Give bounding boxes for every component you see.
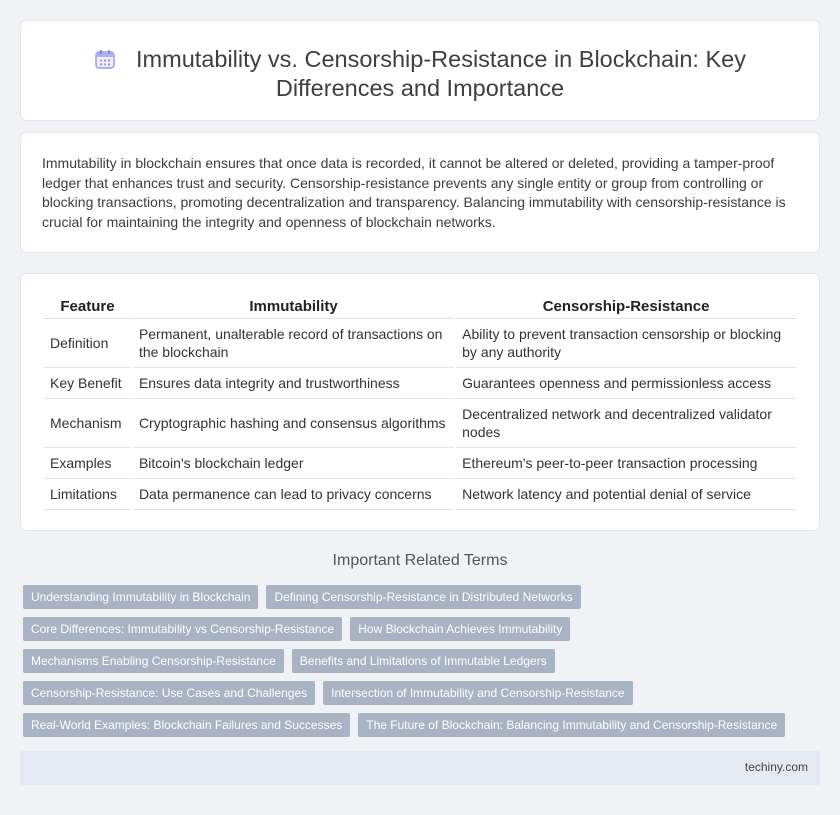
comparison-card — [20, 273, 820, 531]
page-title-wrap — [81, 45, 759, 103]
tag-row — [23, 585, 813, 609]
footer-site-link[interactable]: techiny.com — [744, 760, 808, 774]
table-cell: Guarantees openness and permissionless access — [456, 368, 796, 399]
table-cell: Ensures data integrity and trustworthiness — [133, 368, 454, 399]
title-card — [20, 20, 820, 121]
related-term-link[interactable]: Defining Censorship-Resistance in Distributed Networks — [266, 585, 580, 609]
related-term-link[interactable]: Understanding Immutability in Blockchain — [23, 585, 258, 609]
table-row — [44, 399, 796, 448]
table-cell: Bitcoin's blockchain ledger — [133, 448, 454, 479]
related-term-link[interactable]: Benefits and Limitations of Immutable Ledgers — [292, 649, 555, 673]
tag-row — [23, 649, 813, 673]
table-cell: Decentralized network and decentralized validator nodes — [456, 399, 796, 448]
tag-row — [23, 681, 813, 705]
comparison-table — [42, 292, 798, 510]
table-cell: Data permanence can lead to privacy concerns — [133, 479, 454, 510]
table-cell: Ethereum's peer-to-peer transaction processing — [456, 448, 796, 479]
table-cell: Limitations — [44, 479, 131, 510]
related-term-link[interactable]: Intersection of Immutability and Censorship-Resistance — [323, 681, 632, 705]
footer-bar — [20, 751, 820, 785]
table-header: Feature — [44, 292, 131, 319]
table-cell: Definition — [44, 319, 131, 368]
related-term-link[interactable]: Censorship-Resistance: Use Cases and Challenges — [23, 681, 315, 705]
related-term-link[interactable]: Mechanisms Enabling Censorship-Resistance — [23, 649, 284, 673]
table-row — [44, 319, 796, 368]
related-term-link[interactable]: Core Differences: Immutability vs Censorship-Resistance — [23, 617, 342, 641]
related-term-link[interactable]: Real-World Examples: Blockchain Failures and Successes — [23, 713, 350, 737]
tag-row — [23, 713, 813, 737]
related-term-link[interactable]: The Future of Blockchain: Balancing Immutability and Censorship-Resistance — [358, 713, 785, 737]
related-terms-list — [23, 585, 813, 745]
table-cell: Examples — [44, 448, 131, 479]
page-title: Immutability vs. Censorship-Resistance in Blockchain: Key Differences and Importance — [136, 46, 746, 101]
table-cell: Mechanism — [44, 399, 131, 448]
intro-paragraph: Immutability in blockchain ensures that once data is recorded, it cannot be altered or deleted, providing a tamper-proof ledger that enhances trust and security. Censorship-resistance prevents any single entity or group from controlling or blocking transactions, promoting decentralization and transparency. Balancing immutability with censorship-resistance is crucial for maintaining the integrity and openness of blockchain networks. — [42, 155, 786, 230]
table-header-row — [44, 292, 796, 319]
table-cell: Ability to prevent transaction censorship or blocking by any authority — [456, 319, 796, 368]
tag-row — [23, 617, 813, 641]
calendar-icon — [94, 48, 116, 70]
intro-card — [20, 132, 820, 253]
related-term-link[interactable]: How Blockchain Achieves Immutability — [350, 617, 570, 641]
related-terms-heading: Important Related Terms — [332, 552, 508, 569]
table-header: Immutability — [133, 292, 454, 319]
table-row — [44, 479, 796, 510]
table-cell: Key Benefit — [44, 368, 131, 399]
table-row — [44, 448, 796, 479]
table-cell: Cryptographic hashing and consensus algorithms — [133, 399, 454, 448]
table-row — [44, 368, 796, 399]
table-cell: Network latency and potential denial of service — [456, 479, 796, 510]
table-header: Censorship-Resistance — [456, 292, 796, 319]
table-cell: Permanent, unalterable record of transactions on the blockchain — [133, 319, 454, 368]
